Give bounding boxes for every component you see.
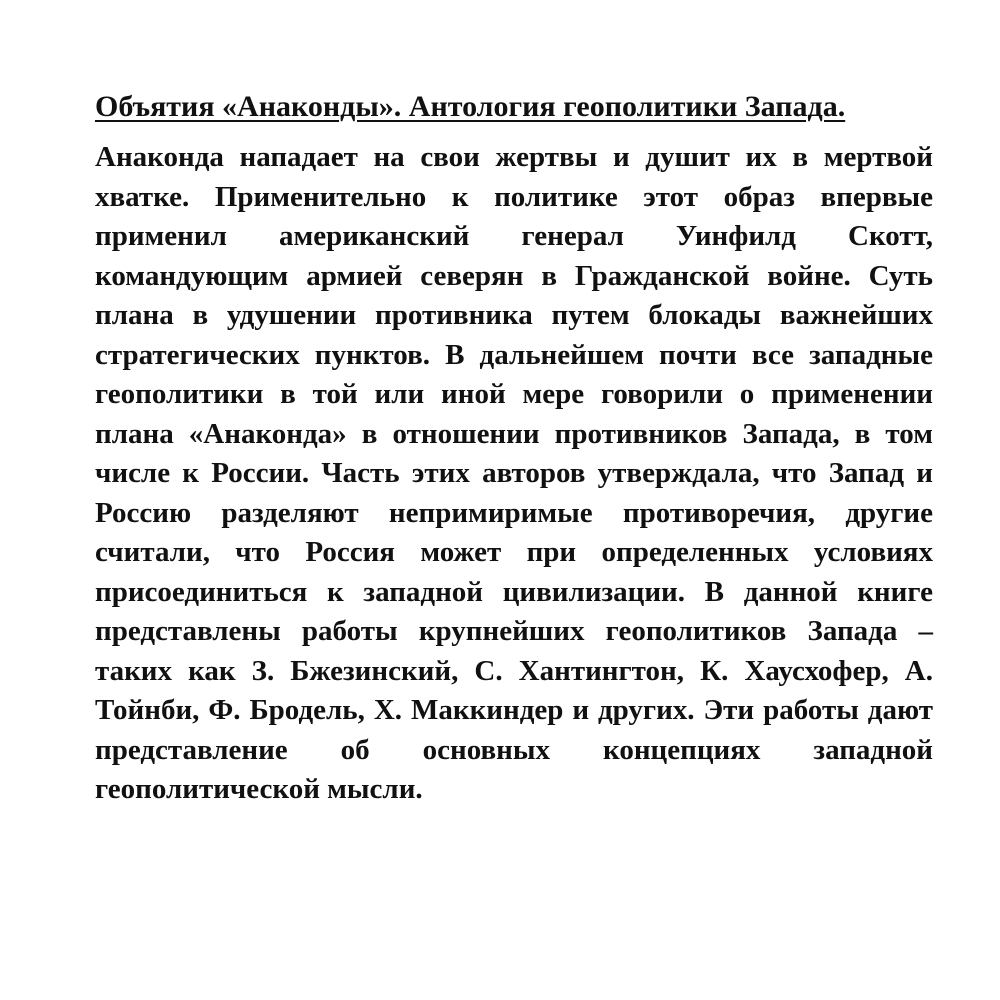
- document-content: [95, 84, 933, 810]
- document-title: Объятия «Анаконды». Антология геополитики Запада.: [95, 90, 846, 123]
- document-body: Анаконда нападает на свои жертвы и душит их в мертвой хватке. Применительно к политике этот образ впервые применил американский генерал Уинфилд Скотт, командующим армией северян в Гражданской войне. Суть плана в удушении противника путем блокады важнейших стратегических пунктов. В дальнейшем почти все западные геополитики в той или иной мере говорили о применении плана «Анаконда» в отношении противников Запада, в том числе к России. Часть этих авторов утверждала, что Запад и Россию разделяют непримиримые противоречия, другие считали, что Россия может при определенных условиях присоединиться к западной цивилизации. В данной книге представлены работы крупнейших геополитиков Запада – таких как З. Бжезинский, С. Хантингтон, К. Хаусхофер, А. Тойнби, Ф. Бродель, Х. Маккиндер и других. Эти работы дают представление об основных концепциях западной геополитической мысли.: [95, 141, 933, 805]
